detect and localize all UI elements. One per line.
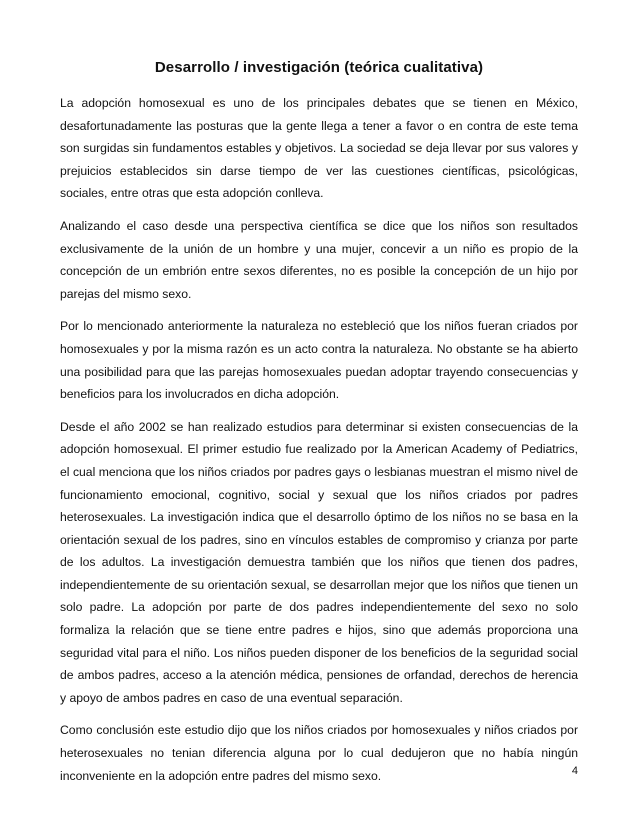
page-number: 4: [571, 765, 578, 777]
paragraph-5: Como conclusión este estudio dijo que los niños criados por homosexuales y niños criados por heterosexuales no tenian diferencia alguna por lo cual dedujeron que no había ningún inconveniente en la adopción entre padres del mismo sexo.: [60, 723, 578, 783]
paragraph-4: Desde el año 2002 se han realizado estudios para determinar si existen consecuencias de la adopción homosexual. El primer estudio fue realizado por la American Academy of Pediatrics, el cual menciona que los niños criados por padres gays o lesbianas muestran el mismo nivel de funcionamiento emocional, cognitivo, social y sexual que los niños criados por padres heterosexuales. La investigación indica que el desarrollo óptimo de los niños no se basa en la orientación sexual de los padres, sino en vínculos estables de compromiso y crianza por parte de los adultos. La investigación demuestra también que los niños que tienen dos padres, independientemente de su orientación sexual, se desarrollan mejor que los niños que tienen un solo padre. La adopción por parte de dos padres independientemente del sexo no solo formaliza la relación que se tiene entre padres e hijos, sino que además proporciona una seguridad vital para el niño. Los niños pueden disponer de los beneficios de la seguridad social de ambos padres, acceso a la atención médica, pensiones de orfandad, derechos de herencia y apoyo de ambos padres en caso de una eventual separación.: [60, 419, 578, 705]
paragraph-3: Por lo mencionado anteriormente la naturaleza no estebleció que los niños fueran criados por homosexuales y por la misma razón es un acto contra la naturaleza. No obstante se ha abierto una posibilidad para que las parejas homosexuales puedan adoptar trayendo consecuencias y beneficios para los involucrados en dicha adopción.: [60, 319, 578, 402]
paragraph-2: Analizando el caso desde una perspectiva científica se dice que los niños son resultados exclusivamente de la unión de un hombre y una mujer, concevir a un niño es propio de la concepción de un embrión entre sexos diferentes, no es posible la concepción de un hijo por parejas del mismo sexo.: [60, 218, 578, 301]
document-page: [60, 58, 578, 797]
paragraph-1: La adopción homosexual es uno de los principales debates que se tienen en México, desafortunadamente las posturas que la gente llega a tener a favor o en contra de este tema son surgidas sin fundamentos estables y objetivos. La sociedad se deja llevar por sus valores y prejuicios establecidos sin darse tiempo de ver las cuestiones científicas, psicológicas, sociales, entre otras que esta adopción conlleva.: [60, 96, 578, 201]
section-title: Desarrollo / investigación (teórica cualitativa): [154, 59, 484, 76]
